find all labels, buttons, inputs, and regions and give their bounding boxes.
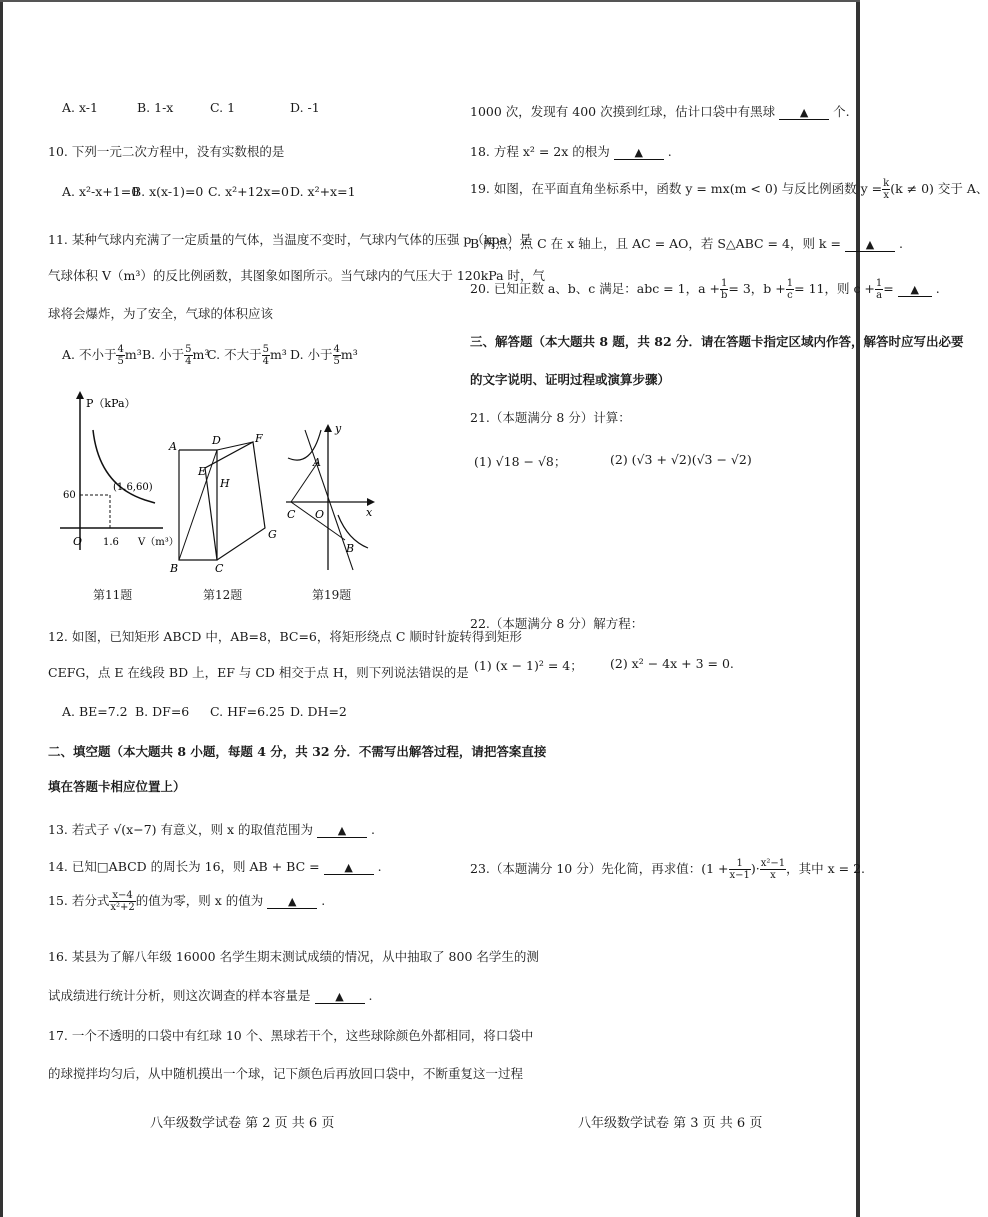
q17-cont-text: 1000 次，发现有 400 次摸到红球，估计口袋中有黑球 (470, 104, 776, 119)
q23-f2-num: x²−1 (760, 858, 786, 869)
q18-period: . (667, 144, 672, 159)
q12-line2: CEFG，点 E 在线段 BD 上，EF 与 CD 相交于点 H，则下列说法错误的是 (48, 665, 469, 680)
fig12-df (217, 442, 253, 450)
q17-continued (470, 102, 850, 120)
q13-text: 13. 若式子 √(x−7) 有意义，则 x 的取值范围为 (48, 822, 313, 837)
q11-option-c-prefix: C. 不大于 (207, 347, 262, 362)
q19-line2 (470, 234, 903, 252)
fig11-y-label: P（kPa） (86, 397, 136, 410)
q11-option-b-unit: m³ (192, 347, 210, 362)
fig11-xtick: 1.6 (103, 537, 119, 548)
left-page-footer: 八年级数学试卷 第 2 页 共 6 页 (150, 1116, 335, 1131)
answer-mark-icon: ▲ (799, 106, 809, 119)
q19-num: k (883, 178, 890, 189)
q23-f2-den: x (770, 870, 776, 881)
q22-part1: (1) (x − 1)² = 4； (474, 658, 583, 673)
answer-mark-icon: ▲ (337, 824, 347, 837)
fig19-label-o: O (315, 508, 325, 521)
q12-option-d: D. DH=2 (290, 704, 347, 719)
q15-num: x−4 (109, 890, 135, 902)
q11-option-b-fraction (184, 344, 192, 367)
q22-title: 22.（本题满分 8 分）解方程： (470, 616, 644, 631)
q12-option-b: B. DF=6 (135, 704, 190, 719)
q20-period: . (935, 281, 940, 296)
fig19-x-arrow (367, 498, 375, 506)
q15-den: x²+2 (110, 902, 135, 913)
q21-part2: (2) (√3 + √2)(√3 − √2) (610, 452, 752, 467)
q11-line3: 球将会爆炸，为了安全，气球的体积应该 (48, 306, 274, 321)
figure-19 (283, 420, 378, 575)
fig12-label-g: G (268, 528, 277, 541)
q11-line1: 11. 某种气球内充满了一定质量的气体，当温度不变时，气球内气体的压强 p（kpa）是 (48, 232, 532, 247)
fig19-label-b: B (346, 542, 355, 555)
q19-line1 (470, 178, 988, 201)
q10-option-c: C. x²+12x=0 (208, 184, 289, 199)
q19-text2: B 两点，点 C 在 x 轴上，且 AC = AO，若 S△ABC = 4，则 k = (470, 236, 841, 251)
q23 (470, 858, 865, 881)
q16-line2 (48, 986, 372, 1004)
q11-option-a-unit: m³ (124, 347, 142, 362)
q18 (470, 142, 672, 160)
q11-option-d-fraction (333, 344, 341, 367)
q12-option-c: C. HF=6.25 (210, 704, 285, 719)
fig19-caption: 第19题 (312, 588, 352, 602)
fig11-point-label: (1.6,60) (113, 482, 153, 493)
q11-option-b-prefix: B. 小于 (142, 347, 185, 362)
q10-option-a: A. x²-x+1=0 (62, 184, 140, 199)
q11-option-b (142, 344, 209, 367)
q23-frac1 (729, 858, 751, 881)
q11-option-c-unit: m³ (269, 347, 287, 362)
q15-period: . (321, 893, 326, 908)
q17-line1: 17. 一个不透明的口袋中有红球 10 个、黑球若干个，这些球除颜色外都相同，将口袋中 (48, 1028, 534, 1043)
q19-answer-blank (845, 236, 895, 252)
q23-text: 23.（本题满分 10 分）先化简，再求值：(1 + (470, 861, 729, 876)
q19-text1-after: (k ≠ 0) 交于 A、 (890, 181, 988, 196)
q20-f2-num: 1 (786, 278, 794, 289)
q11-option-a-prefix: A. 不小于 (62, 347, 117, 362)
q23-f1-den: x−1 (729, 870, 750, 881)
q11-option-a-num: 4 (117, 344, 124, 355)
fig19-label-a: A (313, 456, 321, 469)
q19-period: . (898, 236, 903, 251)
section3-heading-line1: 三、解答题（本大题共 8 题，共 82 分．请在答题卡指定区域内作答，解答时应写出必要 (470, 334, 964, 349)
q16-answer-blank (315, 988, 365, 1004)
q11-option-b-num: 5 (185, 344, 192, 355)
q14-text: 14. 已知□ABCD 的周长为 16，则 AB + BC = (48, 859, 320, 874)
q13-answer-blank (317, 822, 367, 838)
q10-option-d: D. x²+x=1 (290, 184, 356, 199)
q11-option-b-den: 4 (185, 356, 192, 367)
q11-option-d (290, 344, 358, 367)
q21-part1: (1) √18 − √8； (474, 454, 567, 469)
section3-heading-line2: 的文字说明、证明过程或演算步骤） (470, 372, 671, 387)
answer-mark-icon: ▲ (344, 861, 353, 874)
q11-option-c (207, 344, 287, 367)
fig12-label-b: B (170, 562, 179, 575)
q15-text: 15. 若分式 (48, 893, 110, 908)
q20-f1-den: b (720, 290, 728, 301)
answer-mark-icon: ▲ (865, 238, 875, 251)
fig19-label-y: y (335, 422, 342, 435)
fig12-label-d: D (212, 434, 221, 447)
right-page (430, 0, 988, 1217)
q15-mid: 的值为零，则 x 的值为 (135, 893, 264, 908)
answer-mark-icon: ▲ (634, 146, 644, 159)
fig12-label-e: E (198, 465, 207, 478)
q23-frac2 (760, 858, 786, 881)
q15-fraction (109, 890, 135, 913)
q22-part2: (2) x² − 4x + 3 = 0. (610, 656, 734, 671)
fig11-y-arrow (76, 391, 84, 399)
q11-option-a-fraction (116, 344, 124, 367)
q9-option-d: D. -1 (290, 100, 320, 115)
q10-option-b: B. x(x-1)=0 (132, 184, 204, 199)
q11-option-d-den: 5 (333, 356, 340, 367)
q15 (48, 890, 325, 913)
q20-p1: 20. 已知正数 a、b、c 满足：abc = 1，a + (470, 281, 720, 296)
q16-line1: 16. 某县为了解八年级 16000 名学生期末测试成绩的情况，从中抽取了 800 名学生的测 (48, 949, 539, 964)
q20-answer-blank (898, 281, 932, 297)
q11-option-c-fraction (262, 344, 270, 367)
q17-cont-after: 个. (833, 104, 850, 119)
fig19-label-x: x (366, 506, 373, 519)
q20-f3-den: a (876, 290, 883, 301)
fig19-y-arrow (324, 424, 332, 432)
answer-mark-icon: ▲ (335, 990, 344, 1003)
q11-option-a-den: 5 (117, 356, 124, 367)
q16-period: . (368, 988, 373, 1003)
q10-stem: 10. 下列一元二次方程中，没有实数根的是 (48, 144, 285, 159)
right-page-footer: 八年级数学试卷 第 3 页 共 6 页 (578, 1116, 763, 1131)
fig19-label-c: C (287, 508, 296, 521)
q17-answer-blank (779, 104, 829, 120)
q17-line2: 的球搅拌均匀后，从中随机摸出一个球，记下颜色后再放回口袋中，不断重复这一过程 (48, 1066, 524, 1081)
section2-heading-line2: 填在答题卡相应位置上） (48, 779, 186, 794)
q20-frac2 (786, 278, 794, 301)
q16-text: 试成绩进行统计分析，则这次调查的样本容量是 (48, 988, 311, 1003)
q19-den: x (883, 190, 889, 201)
q20-f3-num: 1 (875, 278, 883, 289)
q11-option-c-den: 4 (262, 356, 269, 367)
q20-f2-den: c (787, 290, 793, 301)
section2-heading-line1: 二、填空题（本大题共 8 小题，每题 4 分，共 32 分．不需写出解答过程，请把答案直接 (48, 744, 547, 759)
fig11-x-label: V（m³） (138, 537, 179, 548)
q11-option-a (62, 344, 142, 367)
q11-option-c-num: 5 (262, 344, 269, 355)
q19-fraction (882, 178, 890, 201)
q14-period: . (377, 859, 382, 874)
fig12-label-h: H (220, 477, 230, 490)
q23-after: ，其中 x = 2. (786, 861, 866, 876)
fig12-caption: 第12题 (203, 588, 243, 602)
q18-answer-blank (614, 144, 664, 160)
q20-p4: = (883, 281, 894, 296)
figure-12 (165, 430, 285, 575)
fig11-origin: O (73, 535, 83, 548)
q12-line1: 12. 如图，已知矩形 ABCD 中，AB=8，BC=6，将矩形绕点 C 顺时针旋转得到矩形 (48, 629, 522, 644)
q11-option-d-num: 4 (333, 344, 340, 355)
q23-mid: )· (750, 861, 760, 876)
q23-f1-num: 1 (729, 858, 751, 870)
q20-p3: = 11，则 c + (794, 281, 875, 296)
q20 (470, 278, 940, 301)
answer-mark-icon: ▲ (288, 895, 297, 908)
q20-f1-num: 1 (721, 278, 728, 289)
q19-text1: 19. 如图，在平面直角坐标系中，函数 y = mx(m < 0) 与反比例函数 y = (470, 181, 883, 196)
q14 (48, 857, 382, 875)
q11-option-d-unit: m³ (340, 347, 358, 362)
q12-option-a: A. BE=7.2 (62, 704, 128, 719)
fig12-label-f: F (255, 432, 263, 445)
q9-option-c: C. 1 (210, 100, 236, 115)
q20-p2: = 3，b + (728, 281, 786, 296)
fig12-label-a: A (169, 440, 177, 453)
q9-option-a: A. x-1 (62, 100, 98, 115)
figure-11 (55, 385, 179, 560)
q14-answer-blank (324, 859, 374, 875)
q18-text: 18. 方程 x² = 2x 的根为 (470, 144, 610, 159)
answer-mark-icon: ▲ (910, 283, 919, 296)
q9-option-b: B. 1-x (137, 100, 174, 115)
q11-line2: 气球体积 V（m³）的反比例函数，其图象如图所示。当气球内的气压大于 120kPa 时，气 (48, 268, 546, 283)
fig11-caption: 第11题 (93, 588, 133, 602)
q11-option-d-prefix: D. 小于 (290, 347, 333, 362)
fig12-label-c: C (215, 562, 224, 575)
q15-answer-blank (267, 893, 317, 909)
q13-period: . (370, 822, 375, 837)
fig11-ytick: 60 (63, 490, 76, 501)
q13 (48, 820, 375, 838)
q21-title: 21.（本题满分 8 分）计算： (470, 410, 631, 425)
